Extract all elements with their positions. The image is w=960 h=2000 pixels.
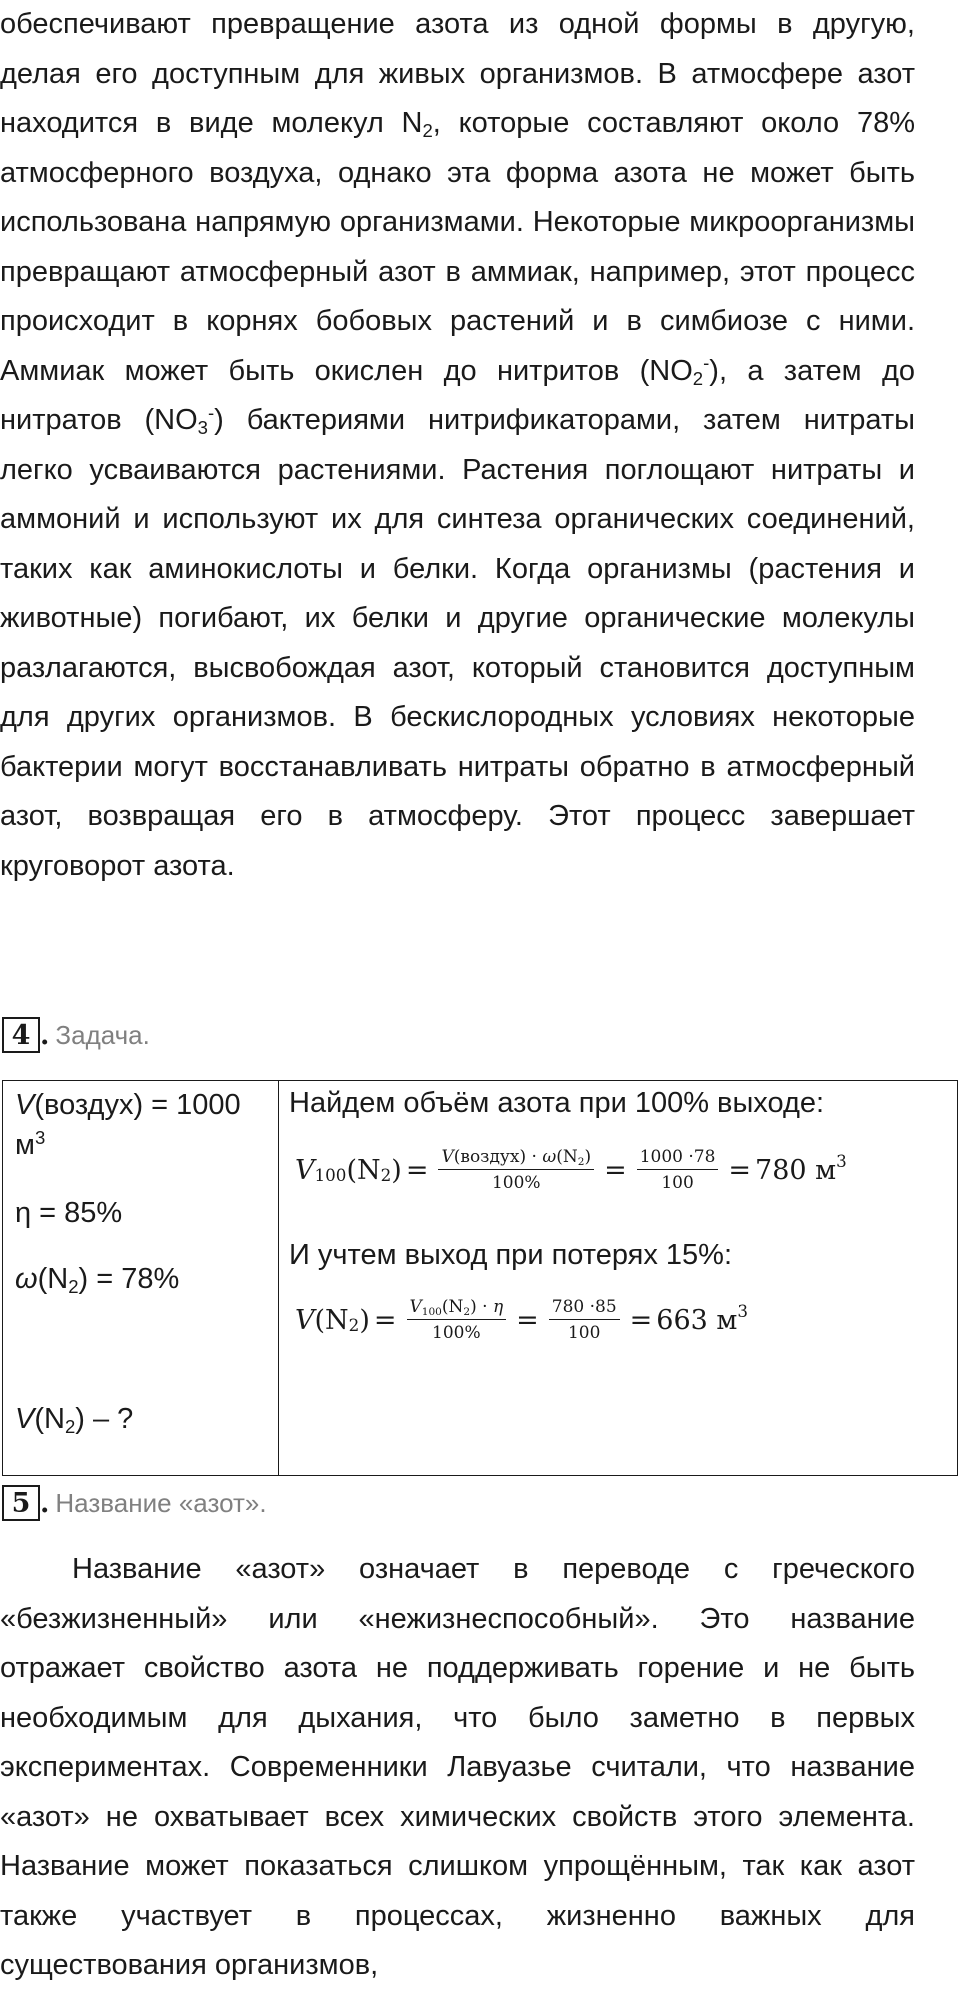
task-4-table — [2, 1080, 958, 1476]
formula-volume-100 — [295, 1139, 847, 1201]
text-run: (N — [34, 1403, 65, 1435]
task-number-box: 4 — [2, 1017, 40, 1053]
symbol-v: V — [295, 1304, 315, 1336]
fraction — [549, 1297, 620, 1343]
numerator: 1000 ·78 — [637, 1147, 719, 1170]
text-run: (N — [441, 1297, 464, 1317]
symbol-omega: ω — [542, 1147, 557, 1167]
text-run: ) — [359, 1304, 370, 1336]
text-run: ) бактериями нитрификаторами, затем нитраты легко усваиваются растениями. Растения поглощают нитраты и аммоний и используют их для синтеза органических соединений, таких как аминокислоты и белки. Когда организмы (растения и животные) погибают, их белки и другие органические молекулы разлагаются, высвобождая азот, который становится доступным для других организмов. В бескислородных условиях некоторые бактерии могут восстанавливать нитраты обратно в атмосферный азот, возвращая его в атмосферу. Этот процесс завершает круговорот азота. — [0, 404, 915, 882]
find-nitrogen-volume — [15, 1399, 133, 1439]
subscript: 2 — [64, 1416, 76, 1438]
superscript: 3 — [34, 1126, 46, 1148]
text-run: (воздух) · — [453, 1147, 543, 1167]
denominator: 100 — [661, 1173, 694, 1193]
symbol-omega: ω — [15, 1263, 38, 1295]
subscript: 2 — [422, 120, 433, 142]
superscript: - — [207, 401, 215, 423]
result-value: 780 м — [755, 1154, 837, 1186]
superscript: - — [703, 352, 710, 374]
text-run: (N — [346, 1154, 381, 1186]
text-run: ) — [391, 1154, 402, 1186]
solution-step-2: И учтем выход при потерях 15%: — [289, 1239, 733, 1271]
symbol-eta: η — [492, 1297, 504, 1317]
solution-step-1: Найдем объём азота при 100% выходе: — [289, 1087, 825, 1119]
equals-sign: = — [728, 1154, 752, 1186]
subscript: 2 — [577, 1156, 585, 1169]
symbol-v: V — [295, 1154, 315, 1186]
task-number-dot: . — [40, 1487, 50, 1519]
symbol-v: V — [15, 1403, 35, 1435]
text-run: (воздух) = 1000 — [34, 1089, 241, 1121]
text-run: ) · — [470, 1297, 493, 1317]
text-run: обеспечивают превращение азота из одной формы в другую, делая его доступным для живых организмов. В атмосфере азот находится в виде молекул N — [0, 8, 915, 139]
text-run: ) = 78% — [78, 1263, 180, 1295]
given-air-volume — [15, 1085, 277, 1165]
equals-sign: = — [629, 1304, 653, 1336]
subscript: 2 — [380, 1165, 392, 1186]
equals-sign: = — [516, 1304, 539, 1336]
symbol-v: V — [409, 1297, 422, 1317]
denominator: 100 — [567, 1323, 601, 1343]
fraction — [438, 1147, 594, 1193]
formula-volume-actual — [295, 1289, 748, 1351]
subscript: 100 — [421, 1306, 442, 1319]
numerator — [407, 1297, 507, 1320]
subscript: 100 — [314, 1165, 347, 1186]
solution-cell — [279, 1081, 957, 1475]
task-4-heading — [2, 1015, 150, 1055]
paragraph-nitrogen-cycle — [0, 0, 915, 891]
given-mass-fraction — [15, 1259, 179, 1299]
task-title: Название «азот». — [55, 1487, 267, 1518]
symbol-v: V — [441, 1147, 454, 1167]
text-run: ) – ? — [75, 1403, 134, 1435]
subscript: 2 — [692, 367, 704, 389]
task-5-heading — [2, 1483, 267, 1523]
equals-sign: = — [405, 1154, 429, 1186]
equals-sign: = — [373, 1304, 397, 1336]
denominator: 100% — [432, 1323, 481, 1343]
given-cell — [3, 1081, 279, 1475]
subscript: 2 — [348, 1315, 360, 1336]
task-number-box: 5 — [2, 1485, 40, 1521]
paragraph-name-azot: Название «азот» означает в переводе с греческого «безжизненный» или «нежизнеспособный». Это название отражает свойство азота не поддерживать горение и не быть необходимым для дыхания, что было заметно в первых экспериментах. Современники Лавуазье считали, что название «азот» не охватывает всех химических свойств этого элемента. Название может показаться слишком упрощённым, так как азот также участвует в процессах, жизненно важных для существования организмов, — [0, 1553, 915, 1981]
fraction — [637, 1147, 719, 1193]
text-run: (N — [37, 1263, 69, 1295]
result-value: 663 м — [656, 1304, 738, 1336]
subscript: 3 — [197, 417, 208, 439]
equals-sign: = — [604, 1154, 627, 1186]
text-run: ), а затем до нитратов (NO — [0, 354, 915, 436]
subscript: 2 — [463, 1306, 471, 1319]
fraction — [407, 1297, 507, 1343]
text-run: ) — [584, 1147, 592, 1167]
text-run: (N — [314, 1304, 349, 1336]
numerator — [438, 1147, 594, 1170]
superscript: 3 — [737, 1300, 749, 1321]
unit: м — [15, 1129, 35, 1161]
denominator: 100% — [491, 1173, 541, 1193]
symbol-v: V — [15, 1089, 35, 1121]
superscript: 3 — [836, 1150, 847, 1171]
numerator: 780 ·85 — [549, 1297, 620, 1320]
task-title: Задача. — [55, 1019, 150, 1050]
text-run: (N — [556, 1147, 578, 1167]
subscript: 2 — [68, 1276, 79, 1298]
given-yield: η = 85% — [15, 1197, 123, 1229]
text-run: , которые составляют около 78% атмосферного воздуха, однако эта форма азота не может быть использована напрямую организмами. Некоторые микроорганизмы превращают атмосферный азот в аммиак, например, этот процесс происходит в корнях бобовых растений и в симбиозе с ними. Аммиак может быть окислен до нитритов (NO — [0, 107, 915, 387]
task-number-dot: . — [40, 1019, 50, 1051]
